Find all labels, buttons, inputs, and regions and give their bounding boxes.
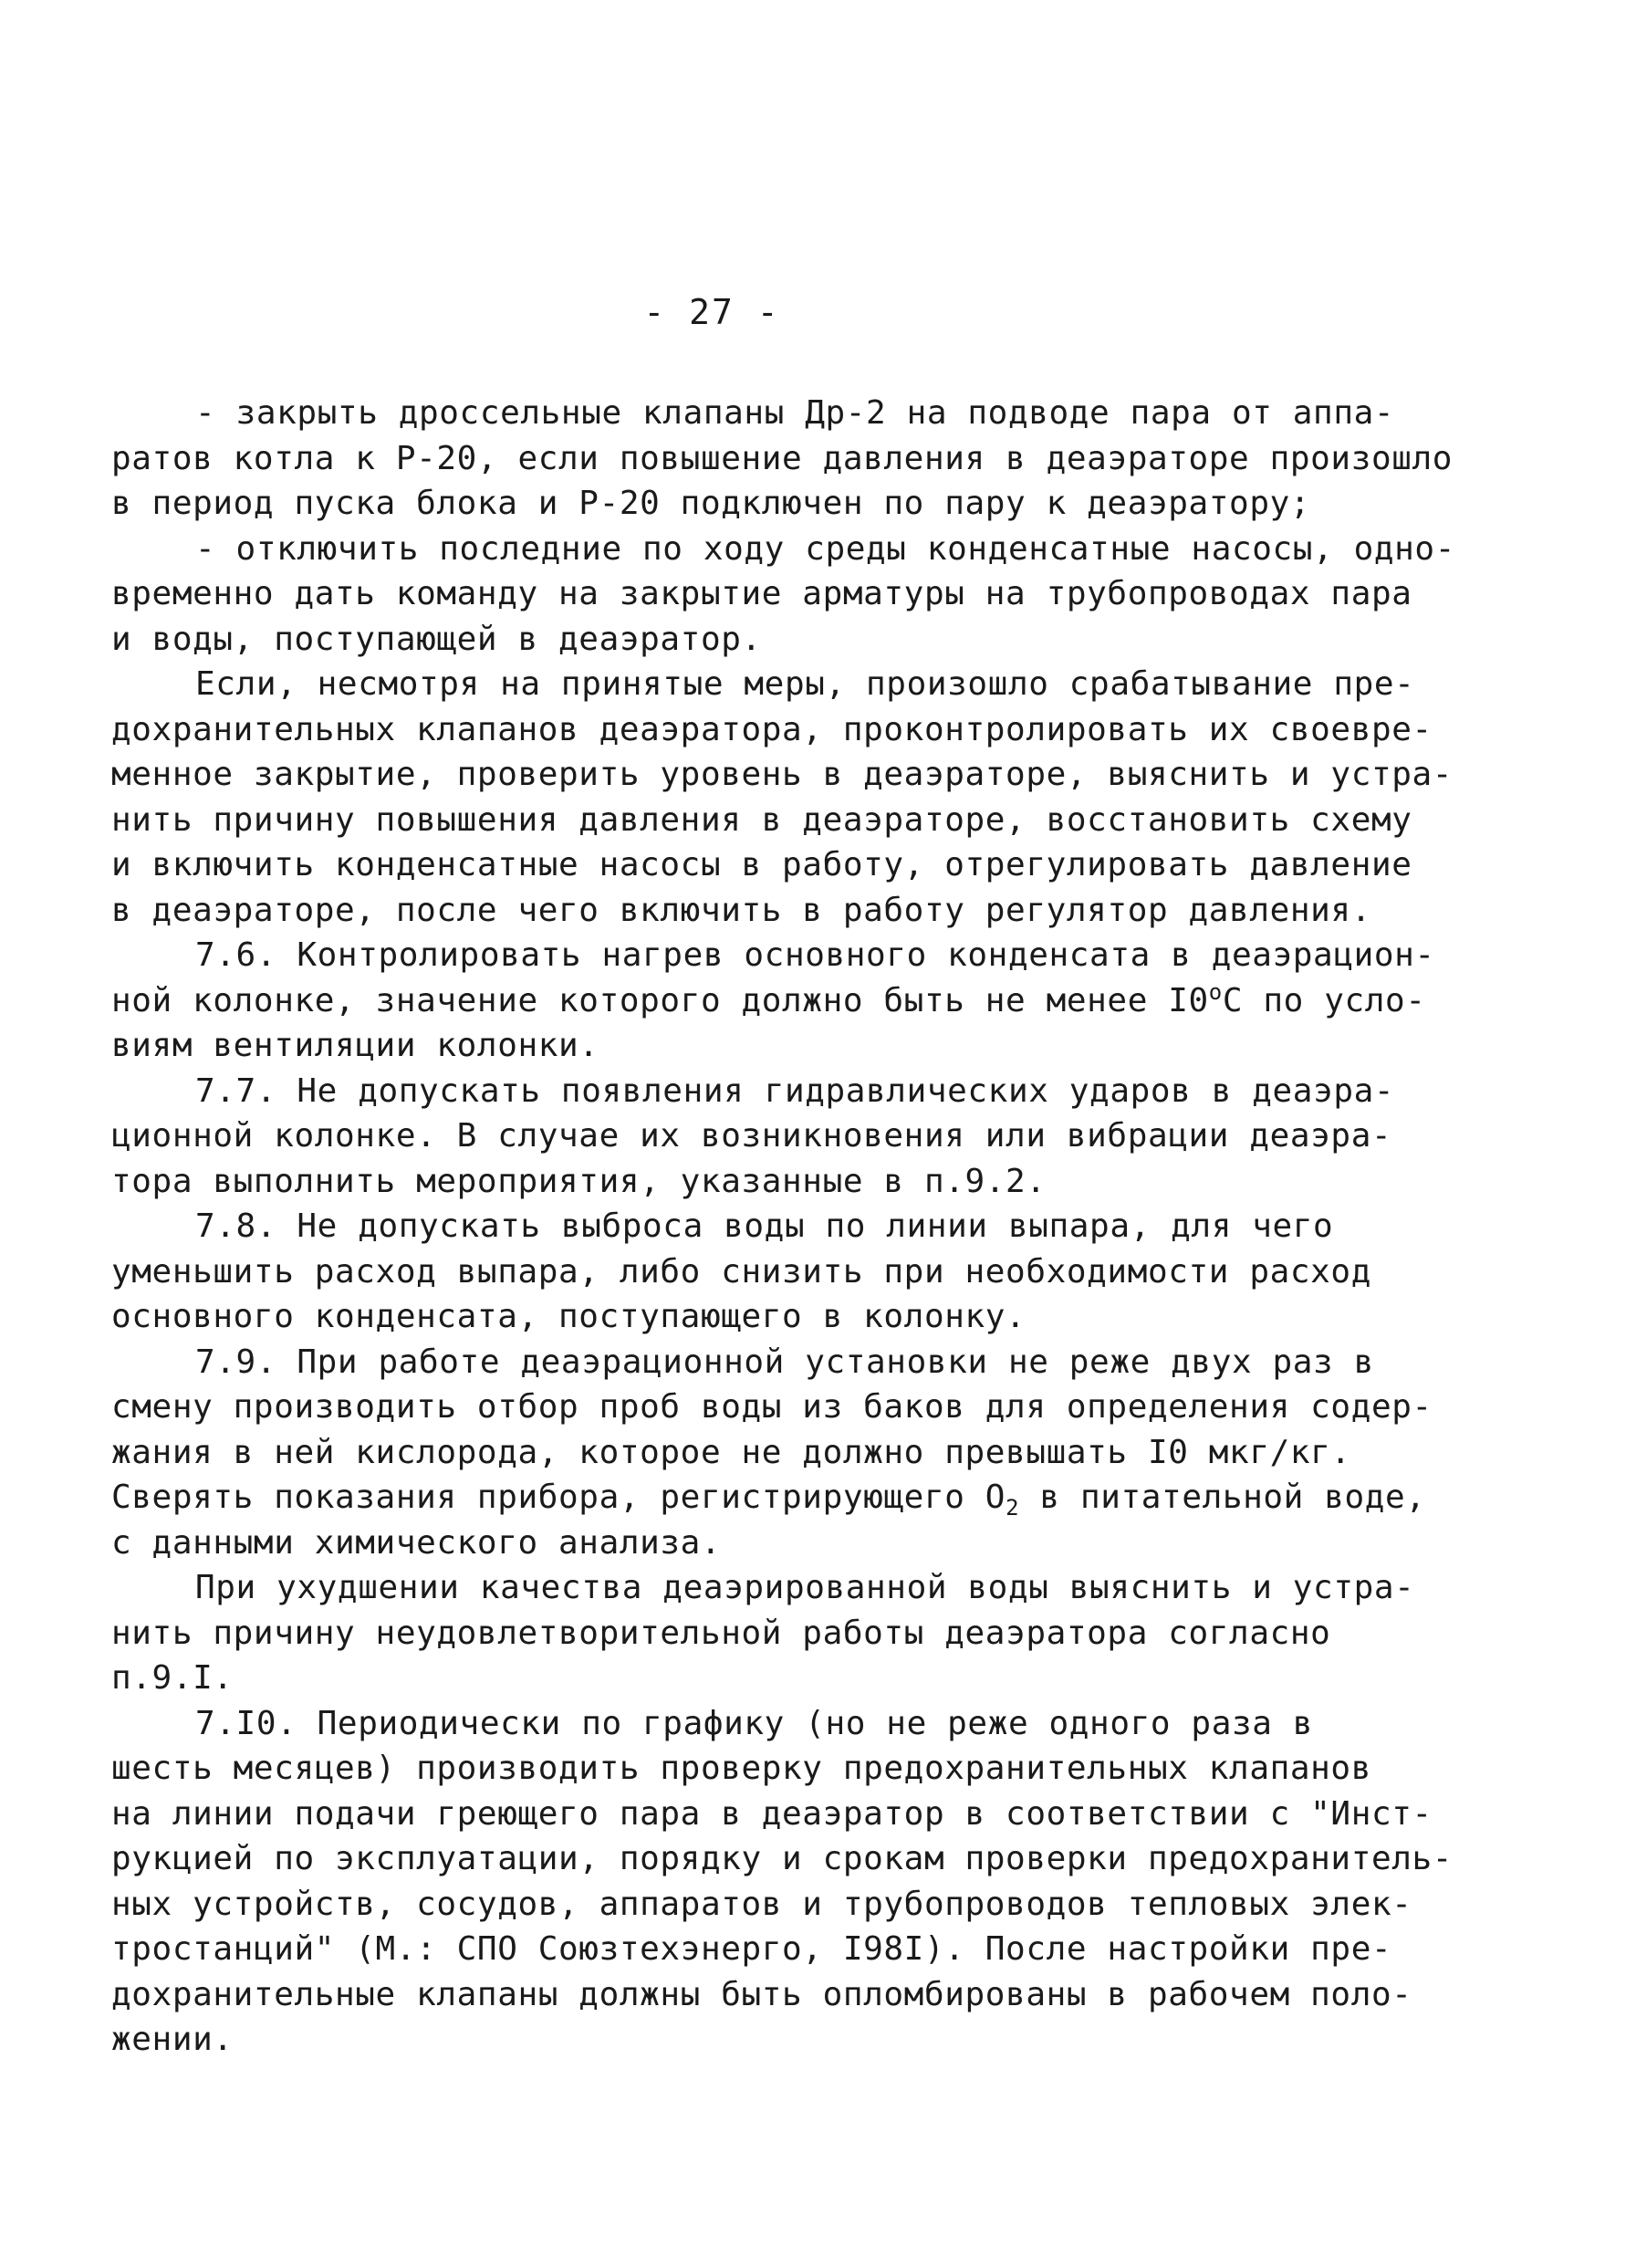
text-line: - закрыть дроссельные клапаны Др-2 на подводе пара от аппа-	[195, 394, 1395, 432]
text-line: менное закрытие, проверить уровень в деаэраторе, выяснить и устра-	[111, 756, 1454, 793]
text-line	[111, 978, 1426, 1024]
text-line: жении.	[111, 2021, 234, 2058]
text-line	[111, 1475, 1426, 1521]
text-line: смену производить отбор проб воды из баков для определения содер-	[111, 1388, 1433, 1426]
text-line: и воды, поступающей в деаэратор.	[111, 620, 762, 658]
text-line: основного конденсата, поступающего в колонку.	[111, 1298, 1026, 1335]
text-line: 7.I0. Периодически по графику (но не реже одного раза в	[195, 1704, 1314, 1742]
text-line: и включить конденсатные насосы в работу, отрегулировать давление	[111, 846, 1412, 883]
text-segment: Сверять показания прибора, регистрирующего О	[111, 1479, 1006, 1516]
text-line: 7.6. Контролировать нагрев основного конденсата в деаэрацион-	[195, 936, 1435, 974]
text-line: - отключить последние по ходу среды конденсатные насосы, одно-	[195, 529, 1455, 568]
text-line: 7.8. Не допускать выброса воды по линии выпара, для чего	[195, 1207, 1334, 1245]
text-line: тора выполнить мероприятия, указанные в п.9.2.	[111, 1162, 1047, 1200]
text-line: ционной колонке. В случае их возникновения или вибрации деаэра-	[111, 1117, 1392, 1155]
text-line: 7.7. Не допускать появления гидравлических ударов в деаэра-	[195, 1071, 1395, 1110]
text-line: 7.9. При работе деаэрационной установки не реже двух раз в	[195, 1343, 1374, 1381]
text-line: п.9.I.	[111, 1659, 234, 1697]
text-line: с данными химического анализа.	[111, 1523, 722, 1562]
text-segment: ной колонке, значение которого должно быть не менее I0	[111, 981, 1209, 1019]
text-segment: в питательной воде,	[1019, 1479, 1426, 1516]
text-line: уменьшить расход выпара, либо снизить при необходимости расход	[111, 1252, 1371, 1291]
text-line: тростанций" (М.: СПО Союзтехэнерго, I98I). После настройки пре-	[111, 1930, 1392, 1968]
text-line: виям вентиляции колонки.	[111, 1027, 599, 1064]
text-line: нить причину повышения давления в деаэраторе, восстановить схему	[111, 800, 1412, 839]
text-line: шесть месяцев) производить проверку предохранительных клапанов	[111, 1750, 1371, 1787]
text-line: ных устройств, сосудов, аппаратов и трубопроводов тепловых элек-	[111, 1885, 1412, 1923]
subscript: 2	[1006, 1495, 1020, 1521]
text-line: дохранительных клапанов деаэратора, проконтролировать их своевре-	[111, 710, 1433, 748]
text-segment: С по усло-	[1222, 981, 1426, 1019]
text-line: в период пуска блока и Р-20 подключен по пару к деаэратору;	[111, 485, 1311, 522]
text-line: ратов котла к Р-20, если повышение давления в деаэраторе произошло	[111, 439, 1454, 477]
text-line: временно дать команду на закрытие арматуры на трубопроводах пара	[111, 575, 1412, 612]
degree-superscript: о	[1208, 978, 1223, 1005]
page-number: - 27 -	[643, 292, 780, 332]
text-line: рукцией по эксплуатации, порядку и срокам проверки предохранитель-	[111, 1840, 1454, 1877]
text-line: Если, несмотря на принятые меры, произошло срабатывание пре-	[195, 665, 1415, 703]
text-line: При ухудшении качества деаэрированной воды выяснить и устра-	[195, 1569, 1415, 1606]
text-line: дохранительные клапаны должны быть опломбированы в рабочем поло-	[111, 1975, 1412, 2013]
body-text	[111, 391, 1455, 2063]
text-line: в деаэраторе, после чего включить в работу регулятор давления.	[111, 891, 1371, 929]
text-line: на линии подачи греющего пара в деаэратор в соответствии с "Инст-	[111, 1794, 1433, 1833]
text-line: жания в ней кислорода, которое не должно превышать I0 мкг/кг.	[111, 1433, 1351, 1471]
text-line: нить причину неудовлетворительной работы деаэратора согласно	[111, 1614, 1331, 1652]
